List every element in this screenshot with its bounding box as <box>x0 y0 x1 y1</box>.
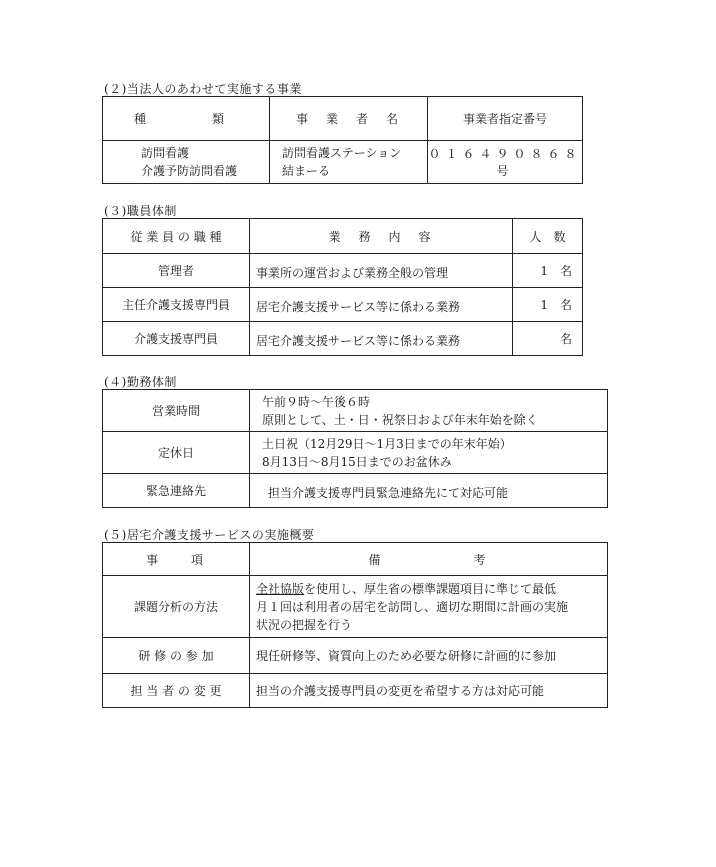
table-row <box>103 288 583 322</box>
schedule-value <box>250 390 608 432</box>
overview-note <box>250 576 608 638</box>
table-row <box>103 674 608 708</box>
table-row <box>103 474 608 508</box>
staff-table <box>102 218 583 356</box>
overview-note: 現任研修等、資質向上のため必要な研修に計画的に参加 <box>250 638 608 674</box>
designation-number: ０１６４９０８６８号 <box>428 141 583 184</box>
section-2-title: (２)当法人のあわせて実施する事業 <box>104 82 302 96</box>
table-row <box>103 254 583 288</box>
assessment-tool-name: 全社協版 <box>256 581 305 596</box>
overview-note-line3: 状況の把握を行う <box>256 617 353 632</box>
table-row <box>103 390 608 432</box>
business-name-line2: 結まーる <box>282 164 331 178</box>
table-row <box>103 576 608 638</box>
overview-note-line2: 月１回は利用者の居宅を訪問し、適切な期間に計画の実施 <box>256 599 569 614</box>
section-3-title: (３)職員体制 <box>104 204 177 218</box>
work-schedule-table <box>102 389 608 508</box>
schedule-value <box>250 432 608 474</box>
business-name-cell <box>270 141 428 184</box>
header-remarks: 備 考 <box>250 543 608 576</box>
table-row <box>103 638 608 674</box>
overview-note-line1: を使用し、厚生省の標準課題項目に準じて最低 <box>304 581 557 596</box>
table-row <box>103 432 608 474</box>
staff-count: 1 名 <box>513 254 583 288</box>
header-business-name: 事 業 者 名 <box>270 97 428 141</box>
staff-count: 1 名 <box>513 288 583 322</box>
overview-item: 課題分析の方法 <box>103 576 250 638</box>
schedule-line1: 土日祝（12月29日～1月3日までの年末年始） <box>262 436 512 451</box>
schedule-label: 緊急連絡先 <box>103 474 250 508</box>
header-staff-role: 従 業 員 の 職 種 <box>103 219 250 254</box>
emergency-contact-value: 担当介護支援専門員緊急連絡先にて対応可能 <box>250 474 608 508</box>
overview-item: 担 当 者 の 変 更 <box>103 674 250 708</box>
schedule-label: 営業時間 <box>103 390 250 432</box>
staff-duty: 事業所の運営および業務全般の管理 <box>250 254 513 288</box>
staff-role: 管理者 <box>103 254 250 288</box>
business-type-line2: 介護予防訪問看護 <box>141 164 238 178</box>
business-type-cell <box>103 141 270 184</box>
staff-count: 名 <box>513 322 583 356</box>
header-duty: 業 務 内 容 <box>250 219 513 254</box>
overview-item: 研 修 の 参 加 <box>103 638 250 674</box>
section-5-title: (５)居宅介護支援サービスの実施概要 <box>104 528 315 542</box>
schedule-label: 定休日 <box>103 432 250 474</box>
header-item: 事 項 <box>103 543 250 576</box>
staff-role: 主任介護支援専門員 <box>103 288 250 322</box>
schedule-line1: 午前９時～午後６時 <box>262 394 371 409</box>
business-type-line1: 訪問看護 <box>141 146 190 160</box>
header-designation-number: 事業者指定番号 <box>428 97 583 141</box>
header-type: 種 類 <box>103 97 270 141</box>
staff-duty: 居宅介護支援サービス等に係わる業務 <box>250 288 513 322</box>
service-overview-table <box>102 542 608 708</box>
schedule-line2: 8月13日～8月15日までのお盆休み <box>262 454 452 469</box>
staff-duty: 居宅介護支援サービス等に係わる業務 <box>250 322 513 356</box>
staff-role: 介護支援専門員 <box>103 322 250 356</box>
business-table <box>102 96 583 184</box>
section-4-title: (４)勤務体制 <box>104 375 177 389</box>
table-row <box>103 322 583 356</box>
schedule-line2: 原則として、土・日・祝祭日および年末年始を除く <box>262 412 538 427</box>
overview-note: 担当の介護支援専門員の変更を希望する方は対応可能 <box>250 674 608 708</box>
header-count: 人 数 <box>513 219 583 254</box>
business-name-line1: 訪問看護ステーション <box>282 146 402 160</box>
